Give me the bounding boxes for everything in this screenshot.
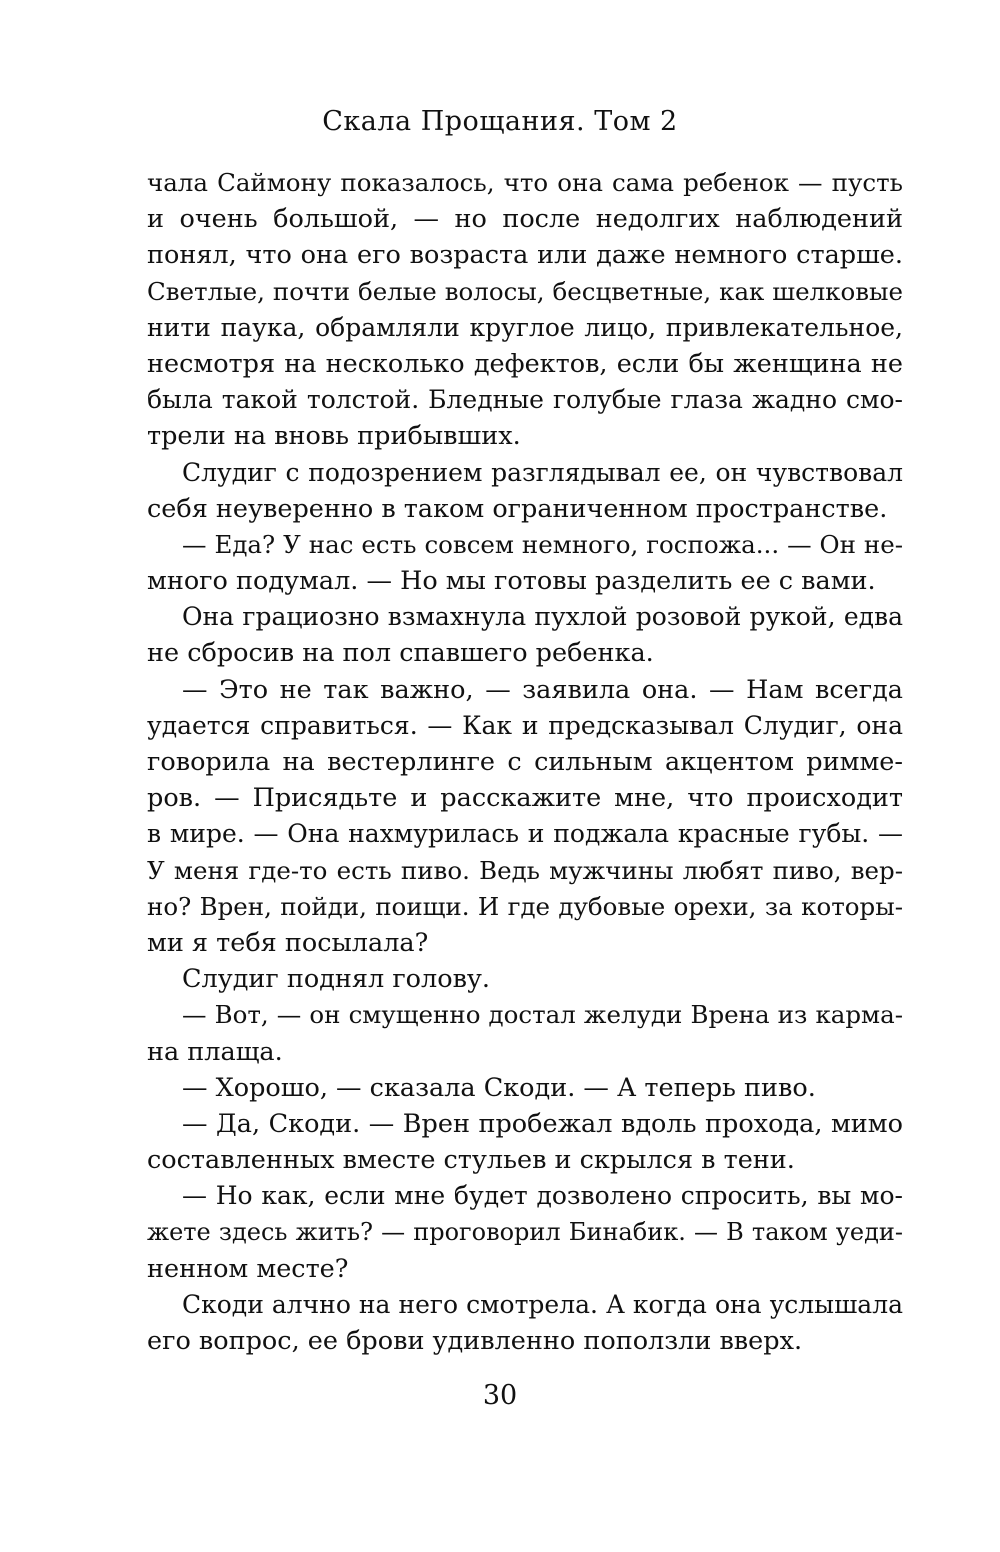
text-line: — Это не так важно, — заявила она. — Нам всегда bbox=[182, 674, 903, 705]
text-line: несмотря на несколько дефектов, если бы женщина не bbox=[147, 348, 903, 379]
text-line: в мире. — Она нахмурилась и поджала красные губы. — bbox=[147, 819, 903, 849]
text-line: составленных вместе стульев и скрылся в тени. bbox=[147, 1145, 795, 1176]
text-line: — Еда? У нас есть совсем немного, госпожа... — Он не- bbox=[182, 529, 903, 559]
text-line: ненном месте? bbox=[147, 1253, 349, 1284]
text-line: чала Саймону показалось, что она сама ребенок — пусть bbox=[147, 168, 903, 197]
text-line: У меня где-то есть пиво. Ведь мужчины любят пиво, вер- bbox=[147, 855, 903, 885]
text-line: трели на вновь прибывших. bbox=[147, 421, 521, 452]
text-line: не сбросив на пол спавшего ребенка. bbox=[147, 638, 654, 669]
text-line: говорила на вестерлинге с сильным акцентом римме- bbox=[147, 747, 903, 777]
text-line: удается справиться. — Как и предсказывал Слудиг, она bbox=[147, 710, 903, 740]
body-text bbox=[147, 165, 903, 1359]
text-line: его вопрос, ее брови удивленно поползли вверх. bbox=[147, 1326, 803, 1356]
text-line: — Но как, если мне будет дозволено спросить, вы мо- bbox=[182, 1181, 903, 1211]
text-line: на плаща. bbox=[147, 1036, 283, 1067]
text-line: себя неуверенно в таком ограниченном пространстве. bbox=[147, 493, 888, 524]
text-line: жете здесь жить? — проговорил Бинабик. — В таком уеди- bbox=[147, 1218, 903, 1247]
text-line: много подумал. — Но мы готовы разделить ее с вами. bbox=[147, 566, 876, 597]
text-line: — Хорошо, — сказала Скоди. — А теперь пиво. bbox=[182, 1072, 816, 1103]
text-line: Скоди алчно на него смотрела. А когда она услышала bbox=[182, 1289, 903, 1319]
text-line: Она грациозно взмахнула пухлой розовой рукой, едва bbox=[182, 602, 903, 632]
page-number: 30 bbox=[482, 1380, 518, 1411]
text-line: Светлые, почти белые волосы, бесцветные, как шелковые bbox=[147, 276, 903, 306]
text-line: Слудиг с подозрением разглядывал ее, он чувствовал bbox=[182, 457, 903, 487]
running-head: Скала Прощания. Том 2 bbox=[322, 106, 678, 137]
text-line: но? Врен, пойди, поищи. И где дубовые орехи, за которы- bbox=[147, 891, 903, 921]
text-line: — Да, Скоди. — Врен пробежал вдоль прохода, мимо bbox=[182, 1108, 903, 1139]
text-line: была такой толстой. Бледные голубые глаза жадно смо- bbox=[147, 385, 903, 415]
text-line: нити паука, обрамляли круглое лицо, привлекательное, bbox=[147, 312, 903, 342]
text-line: ров. — Присядьте и расскажите мне, что происходит bbox=[147, 783, 903, 814]
text-line: — Вот, — он смущенно достал желуди Врена из карма- bbox=[182, 1000, 903, 1030]
text-line: понял, что она его возраста или даже немного старше. bbox=[147, 240, 903, 271]
text-line: и очень большой, — но после недолгих наблюдений bbox=[147, 204, 903, 235]
text-line: ми я тебя посылала? bbox=[147, 927, 429, 958]
text-line: Слудиг поднял голову. bbox=[182, 964, 491, 995]
